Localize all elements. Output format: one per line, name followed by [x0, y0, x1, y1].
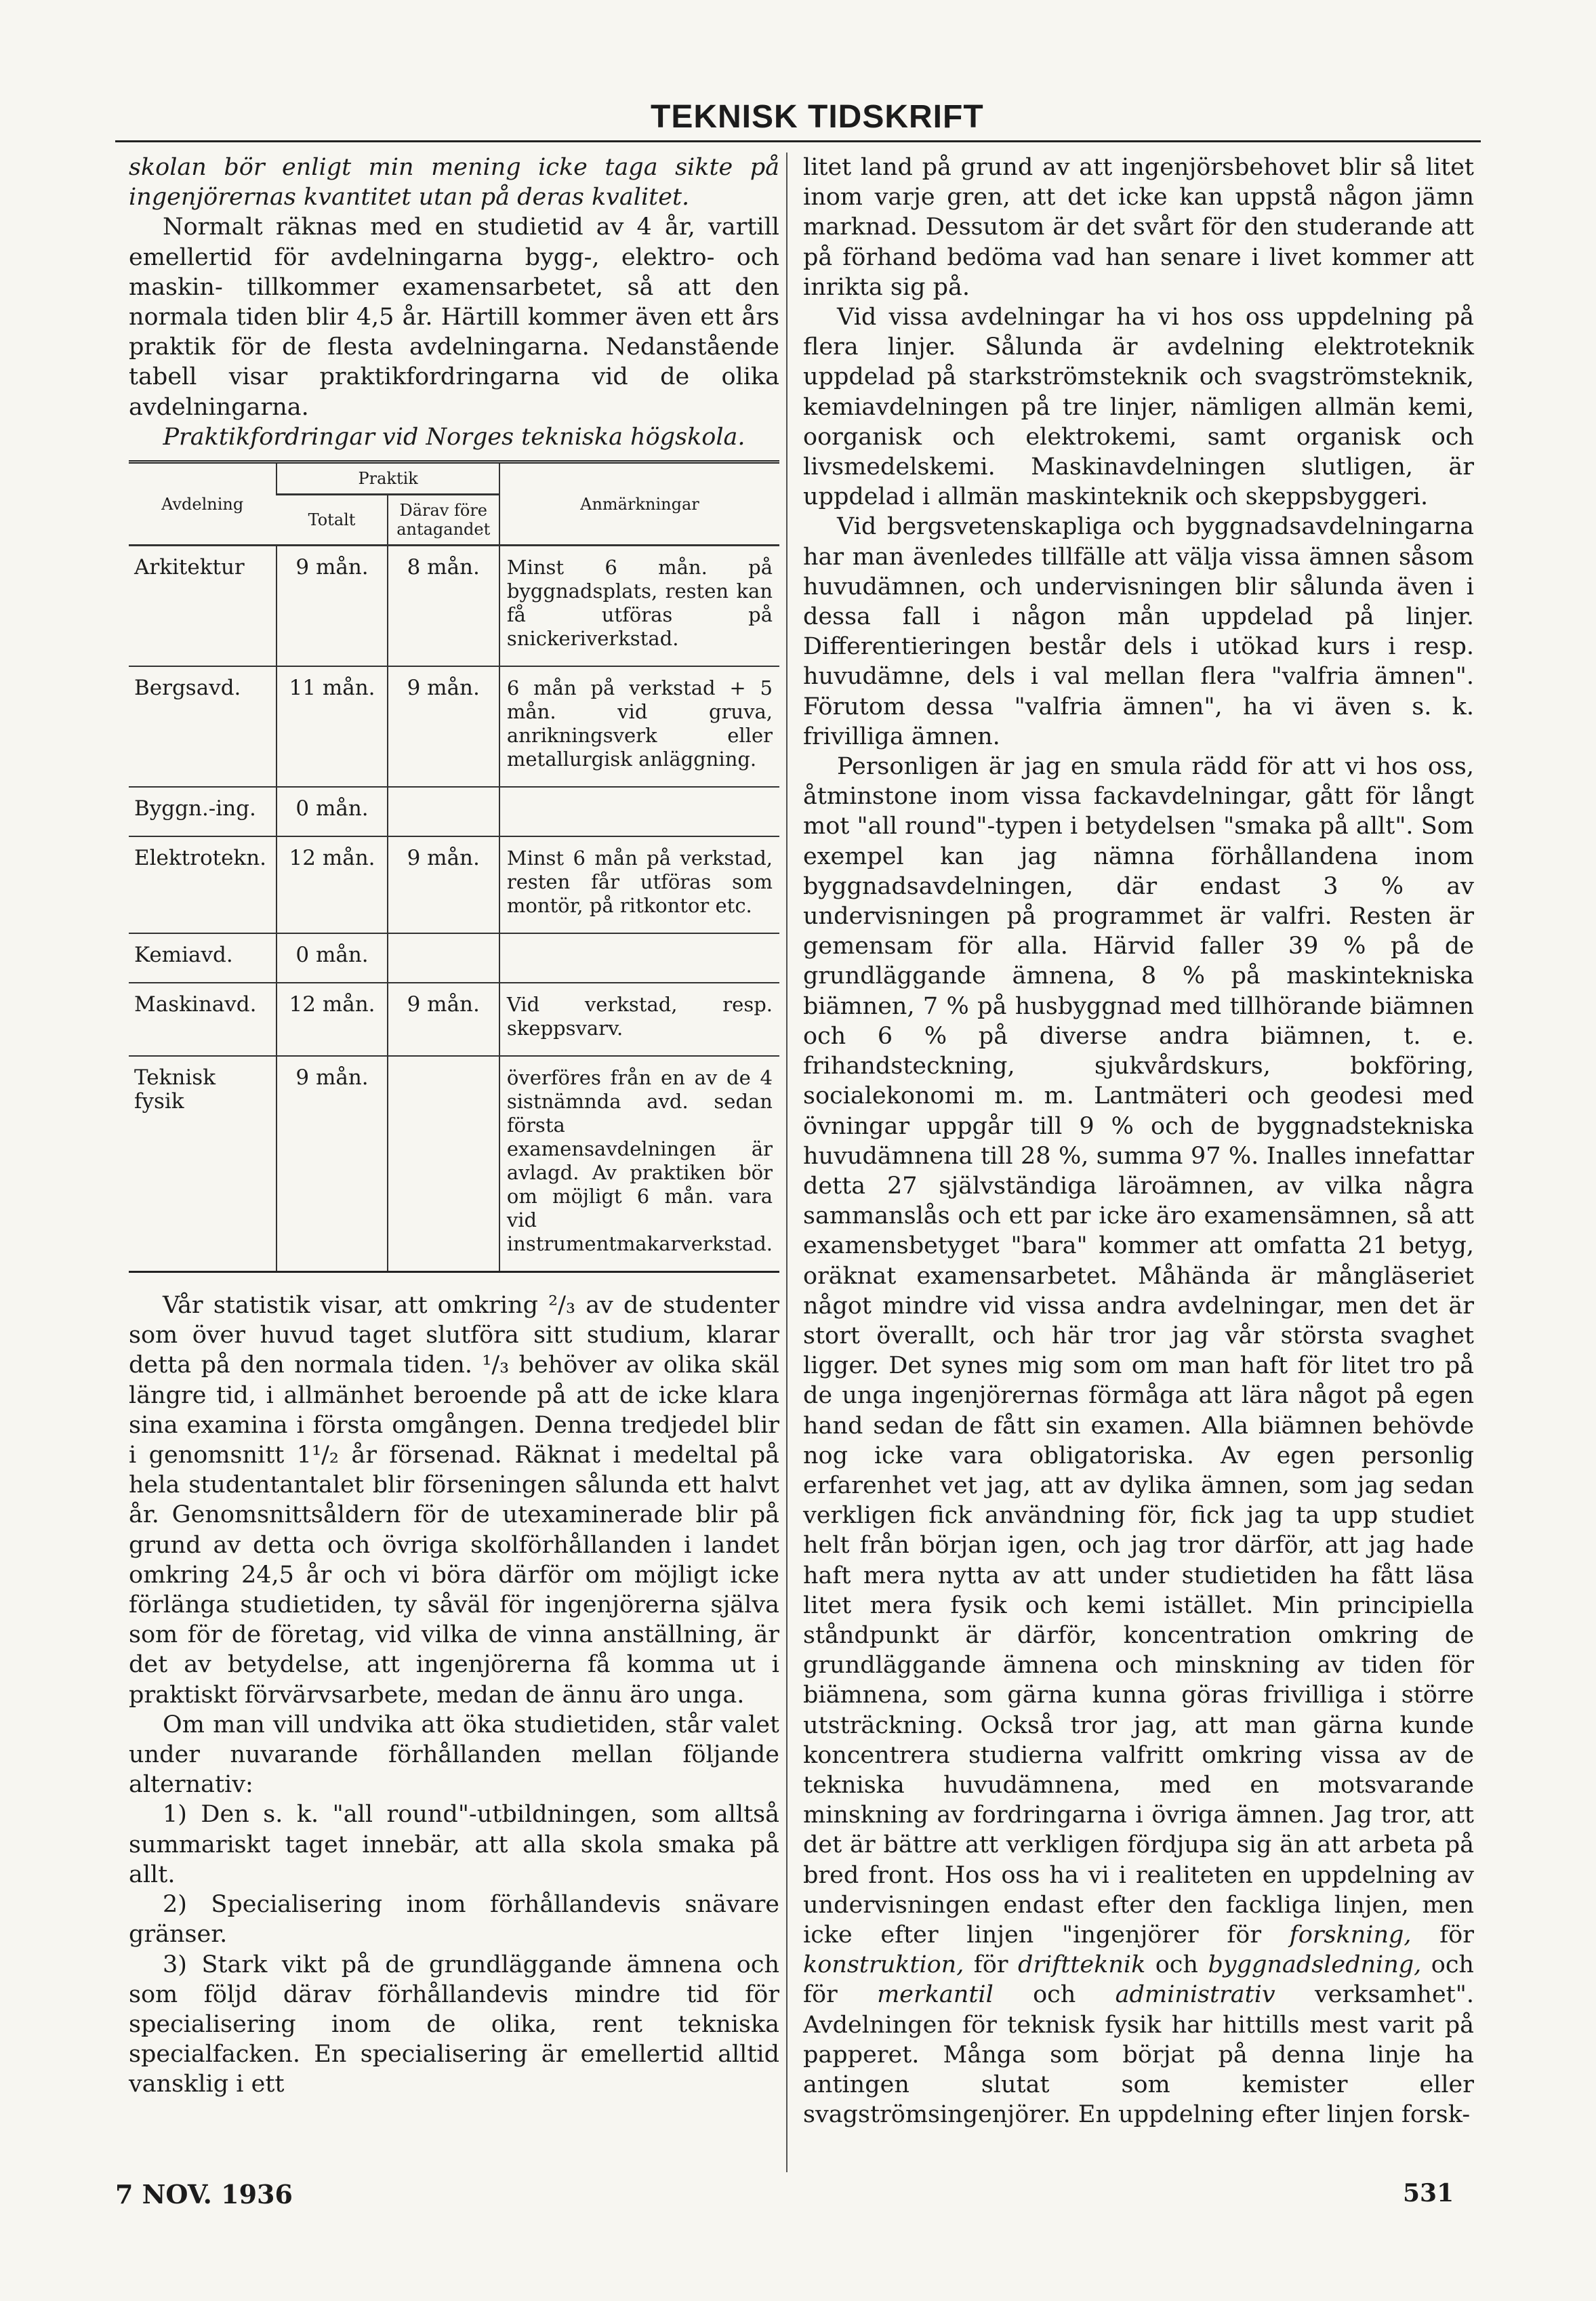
cell-totalt: 12 mån. [277, 836, 387, 933]
italic-term: konstruktion, [803, 1951, 964, 1979]
cell-anmarkning: Minst 6 mån. på byggnadsplats, resten kan få utföras på snickeriverkstad. [499, 546, 779, 667]
cell-darav: 8 mån. [388, 546, 499, 667]
cell-darav [388, 1056, 499, 1272]
header-rule [115, 140, 1481, 142]
italic-term: byggnadsledning, [1208, 1951, 1422, 1979]
italic-term: driftteknik [1018, 1951, 1146, 1979]
col-header-anmarkningar: Anmärkningar [499, 462, 779, 546]
italic-term: forskning, [1289, 1921, 1412, 1949]
cell-darav [388, 787, 499, 836]
table-row [129, 546, 779, 667]
cell-totalt: 0 mån. [277, 933, 387, 983]
paragraph-studietid: Normalt räknas med en studietid av 4 år, vartill emellertid för avdelningarna bygg-, elektro- och maskin- tillkommer examensarbetet, så att den normala tiden blir 4,5 år. Härtill kommer även ett års praktik för de flesta avdelningarna. Nedanstående tabell visar praktikfordringarna vid de olika avdelningarna. [129, 213, 779, 421]
paragraph-statistik: Vår statistik visar, att omkring ²/₃ av de studenter som över huvud taget slutföra sitt studium, klarar detta på den normala tiden. ¹/₃ behöver av olika skäl längre tid, i allmänhet beroende på att de icke klara sina examina i första omgången. Denna tredjedel blir i genomsnitt 1¹/₂ år försenad. Räknat i medeltal på hela studentantalet blir förseningen sålunda ett halvt år. Genomsnittsåldern för de utexaminerade blir på grund av detta och övriga skolförhållanden i landet omkring 24,5 år och vi böra därför om möjligt icke förlänga studietiden, ty såväl för ingenjörerna själva som för de företag, vid vilka de vinna anställning, är det av betydelse, att ingenjörerna få komma ut i praktiskt förvärvsarbete, medan de ännu äro unga. [129, 1292, 779, 1709]
praktik-table [129, 460, 779, 1273]
page-header [115, 98, 1481, 139]
cell-darav: 9 mån. [388, 666, 499, 787]
cell-anmarkning: 6 mån på verkstad + 5 mån. vid gruva, anrikningsverk eller metallurgisk anläggning. [499, 666, 779, 787]
cell-avdelning: Teknisk fysik [129, 1056, 277, 1272]
paragraph-litet-land: litet land på grund av att ingenjörsbehovet blir så litet inom varje gren, att det icke kan uppstå någon jämn marknad. Dessutom är det svårt för den studerande att på förhand bedöma vad han senare i livet kommer att inrikta sig på. [803, 154, 1474, 301]
italic-term: merkantil [877, 1981, 994, 2009]
table-row [129, 836, 779, 933]
cell-darav: 9 mån. [388, 836, 499, 933]
cell-avdelning: Elektrotekn. [129, 836, 277, 933]
text-run: för [1439, 1921, 1474, 1949]
col-header-avdelning: Avdelning [129, 462, 277, 546]
page-number: 531 [1403, 2179, 1454, 2207]
cell-darav [388, 933, 499, 983]
paragraph-bergsvetenskapliga: Vid bergsvetenskapliga och byggnadsavdelningarna har man ävenledes tillfälle att välja vissa ämnen såsom huvudämnen, och undervisningen blir sålunda även i dessa fall i någon mån uppdelad på linjer. Differentieringen består dels i utökad kurs i resp. huvudämne, dels i val mellan flera "valfria ämnen". Förutom dessa "valfria ämnen", ha vi även s. k. frivilliga ämnen. [803, 513, 1474, 750]
table-row [129, 933, 779, 983]
col-header-totalt: Totalt [277, 495, 387, 546]
table-row [129, 787, 779, 836]
table-row [129, 983, 779, 1056]
cell-anmarkning: Minst 6 mån på verkstad, resten får utföras som montör, på ritkontor etc. [499, 836, 779, 933]
text-run: verksamhet". Avdelningen för teknisk fysik har hittills mest varit på papperet. Många som börjat på denna linje ha antingen slutat som kemister eller svagströmsingenjörer. En uppdelning efter linjen forsk- [803, 1981, 1474, 2129]
cell-anmarkning: Vid verkstad, resp. skeppsvarv. [499, 983, 779, 1056]
column-divider [786, 152, 787, 2172]
cell-totalt: 0 mån. [277, 787, 387, 836]
cell-avdelning: Arkitektur [129, 546, 277, 667]
cell-darav: 9 mån. [388, 983, 499, 1056]
cell-avdelning: Kemiavd. [129, 933, 277, 983]
cell-anmarkning: överföres från en av de 4 sistnämnda avd. sedan första examensavdelningen är avlagd. Av praktiken bör om möjligt 6 mån. vara vid instrumentmakarverkstad. [499, 1056, 779, 1272]
right-column [803, 152, 1474, 2130]
col-header-praktik: Praktik [277, 462, 499, 495]
paragraph-personligen [803, 752, 1474, 2130]
cell-totalt: 9 mån. [277, 546, 387, 667]
issue-date: 7 NOV. 1936 [115, 2179, 293, 2210]
journal-title: TEKNISK TIDSKRIFT [651, 99, 984, 135]
paragraph-alternativ: Om man vill undvika att öka studietiden, står valet under nuvarande förhållanden mellan följande alternativ: [129, 1711, 779, 1799]
italic-term: administrativ [1115, 1981, 1275, 2009]
cell-avdelning: Bergsavd. [129, 666, 277, 787]
text-run: Personligen är jag en smula rädd för att vi hos oss, åtminstone inom vissa fackavdelningar, gått för långt mot "all round"-typen i betydelsen "smaka på allt". Som exempel kan jag nämna förhållandena inom byggnadsavdelningen, där endast 3 % av undervisningen på programmet är valfri. Resten är gemensam för alla. Härvid faller 39 % på de grundläggande ämnena, 8 % på maskintekniska biämnen, 7 % på husbyggnad med tillhörande biämnen och 6 % på diverse andra biämnen, t. e. frihandsteckning, sjukvårdskurs, bokföring, socialekonomi m. m. Lantmäteri och geodesi med övningar uppgår till 9 % och de byggnadstekniska huvudämnena till 28 %, summa 97 %. Inalles innefattar detta 27 självständiga läroämnen, av vilka några sammanslås och ett par icke äro examensämnen, så att examensbetyget "bara" kommer att omfatta 21 betyg, oräknat examensarbetet. Måhända är mångläseriet något mindre vid vissa andra avdelningar, men det är stort överallt, och här tror jag vår största svaghet ligger. Det synes mig som om man haft för litet tro på de unga ingenjörernas förmåga att lära något på egen hand sedan de fått sin examen. Alla biämnen behövde nog icke vara obligatoriska. Av egen personlig erfarenhet vet jag, att av dylika ämnen, som jag sedan verkligen fick användning för, fick jag ta upp studiet helt från början igen, och jag tror därför, att jag hade haft mera nytta av att under studietiden ha fått läsa litet mera fysik och kemi istället. Min principiella ståndpunkt är därför, koncentration omkring de grundläggande ämnena och minskning av tiden för biämnena, som gärna kunna göras frivilliga i större utsträckning. Också tror jag, att man gärna kunde koncentrera studierna valfritt omkring vissa av de tekniska huvudämnena, med en motsvarande minskning av fordringarna i övriga ämnen. Jag tror, att det är bättre att verkligen fördjupa sig än att arbeta på bred front. Hos oss ha vi i realiteten en uppdelning av undervisningen endast efter den fackliga linjen, men icke efter linjen "ingenjörer för [803, 753, 1474, 1949]
table-row [129, 1056, 779, 1272]
table-row [129, 666, 779, 787]
intro-italic: skolan bör enligt min mening icke taga sikte på ingenjörernas kvantitet utan på deras kvalitet. [129, 154, 779, 211]
alternative-3: 3) Stark vikt på de grundläggande ämnena och som följd därav förhållandevis mindre tid för specialisering inom de olika, rent tekniska specialfacken. En specialisering är emellertid alltid vansklig i ett [129, 1951, 779, 2098]
cell-avdelning: Maskinavd. [129, 983, 277, 1056]
text-run: för [973, 1951, 1008, 1979]
cell-totalt: 9 mån. [277, 1056, 387, 1272]
text-run: och [1033, 1981, 1076, 2009]
alternative-1: 1) Den s. k. "all round"-utbildningen, som alltså summariskt taget innebär, att alla skola smaka på allt. [129, 1801, 779, 1888]
col-header-darav: Därav före antagandet [388, 495, 499, 546]
table-caption: Praktikfordringar vid Norges tekniska högskola. [163, 423, 745, 451]
text-run: och för [803, 1951, 1474, 2009]
alternative-2: 2) Specialisering inom förhållandevis snävare gränser. [129, 1891, 779, 1949]
cell-avdelning: Byggn.-ing. [129, 787, 277, 836]
cell-anmarkning [499, 933, 779, 983]
cell-anmarkning [499, 787, 779, 836]
text-run: och [1155, 1951, 1198, 1979]
paragraph-linjer: Vid vissa avdelningar ha vi hos oss uppdelning på flera linjer. Sålunda är avdelning elektroteknik uppdelad på starkströmsteknik och svagströmsteknik, kemiavdelningen på tre linjer, nämligen allmän kemi, oorganisk och elektrokemi, samt organisk och livsmedelskemi. Maskinavdelningen slutligen, är uppdelad i allmän maskinteknik och skeppsbyggeri. [803, 304, 1474, 511]
cell-totalt: 12 mån. [277, 983, 387, 1056]
cell-totalt: 11 mån. [277, 666, 387, 787]
left-column [129, 152, 779, 2100]
